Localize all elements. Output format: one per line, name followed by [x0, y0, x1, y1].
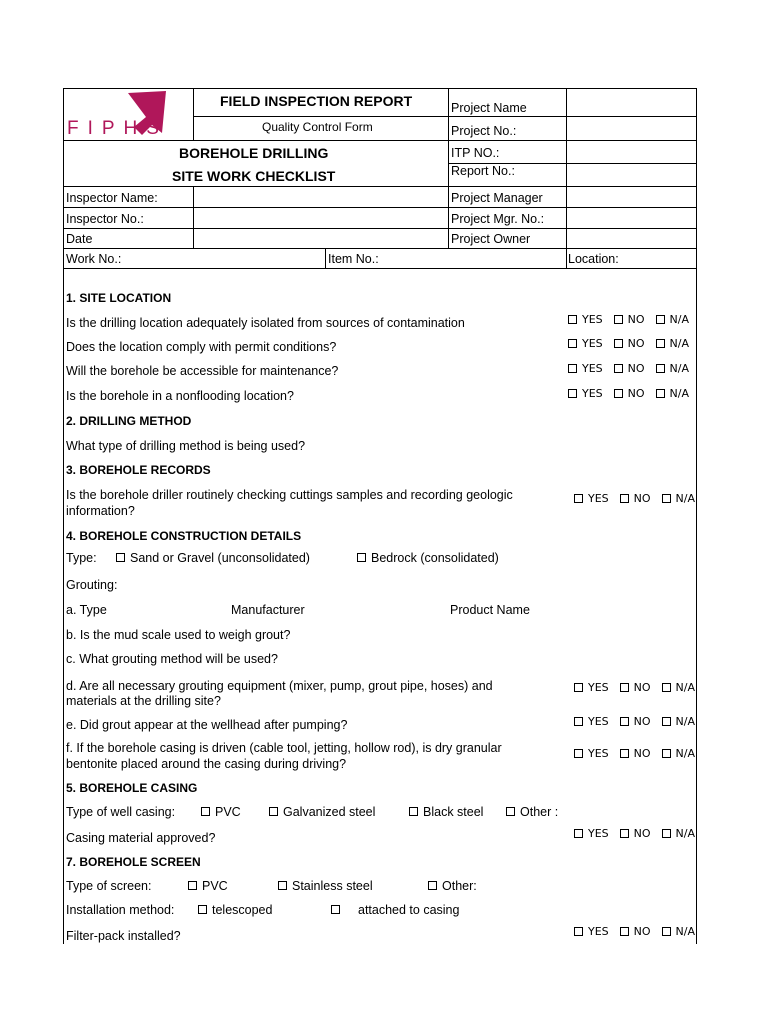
- table-line: [193, 88, 194, 140]
- section-title: 4. BOREHOLE CONSTRUCTION DETAILS: [66, 529, 302, 543]
- table-line: [63, 140, 696, 141]
- section-title: 3. BOREHOLE RECORDS: [66, 463, 211, 477]
- checkbox-icon[interactable]: [620, 683, 629, 692]
- screen-type-label: Type of screen:: [66, 879, 152, 893]
- checkbox-icon[interactable]: [198, 905, 207, 914]
- checkbox-icon[interactable]: [662, 717, 671, 726]
- checkbox-icon[interactable]: [620, 829, 629, 838]
- option-pvc[interactable]: PVC: [201, 805, 241, 819]
- checkbox-icon[interactable]: [116, 553, 125, 562]
- table-line: [566, 88, 567, 268]
- checkbox-icon[interactable]: [574, 749, 583, 758]
- option-pvc[interactable]: PVC: [188, 879, 228, 893]
- checkbox-icon[interactable]: [656, 364, 665, 373]
- option-telescoped[interactable]: telescoped: [198, 903, 272, 917]
- option-black-steel[interactable]: Black steel: [409, 805, 483, 819]
- option-galvanized-steel[interactable]: Galvanized steel: [269, 805, 375, 819]
- report-no-label: Report No.:: [451, 164, 515, 178]
- checkbox-icon[interactable]: [620, 927, 629, 936]
- table-line: [193, 186, 194, 248]
- project-manager-label: Project Manager: [451, 191, 543, 205]
- manufacturer-label: Manufacturer: [231, 603, 305, 617]
- question-text: What type of drilling method is being used?: [66, 439, 306, 453]
- question-text: Casing material approved?: [66, 831, 216, 845]
- yes-no-na-options[interactable]: YES NO N/A: [574, 492, 695, 505]
- question-text: b. Is the mud scale used to weigh grout?: [66, 628, 291, 642]
- question-text: information?: [66, 504, 135, 518]
- question-text: Does the location comply with permit conditions?: [66, 340, 337, 354]
- checkbox-icon[interactable]: [662, 749, 671, 758]
- item-no-label: Item No.:: [328, 252, 379, 266]
- grouting-label: Grouting:: [66, 578, 118, 592]
- table-line: [63, 228, 696, 229]
- checkbox-icon[interactable]: [574, 683, 583, 692]
- checkbox-icon[interactable]: [574, 829, 583, 838]
- checklist-title: BOREHOLE DRILLING: [179, 145, 329, 161]
- type-label: Type:: [66, 551, 97, 565]
- question-text: e. Did grout appear at the wellhead after pumping?: [66, 718, 348, 732]
- yes-no-na-options[interactable]: YES NO N/A: [574, 715, 695, 728]
- checkbox-icon[interactable]: [188, 881, 197, 890]
- option-sand-gravel[interactable]: Sand or Gravel (unconsolidated): [116, 551, 310, 565]
- table-line: [63, 186, 696, 187]
- checkbox-icon[interactable]: [574, 494, 583, 503]
- question-text: c. What grouting method will be used?: [66, 652, 278, 666]
- table-line: [325, 248, 326, 268]
- yes-no-na-options[interactable]: YES NO N/A: [568, 313, 689, 326]
- question-text: Filter-pack installed?: [66, 929, 181, 943]
- option-stainless-steel[interactable]: Stainless steel: [278, 879, 373, 893]
- question-text: Is the borehole in a nonflooding location?: [66, 389, 294, 403]
- question-text: Is the drilling location adequately isolated from sources of contamination: [66, 316, 465, 330]
- checkbox-icon[interactable]: [614, 315, 623, 324]
- checkbox-icon[interactable]: [662, 927, 671, 936]
- option-other[interactable]: Other :: [506, 805, 558, 819]
- checkbox-icon[interactable]: [620, 749, 629, 758]
- option-attached-to-casing[interactable]: attached to casing: [331, 903, 459, 917]
- section-title: 5. BOREHOLE CASING: [66, 781, 198, 795]
- checkbox-icon[interactable]: [201, 807, 210, 816]
- yes-no-na-options[interactable]: YES NO N/A: [568, 387, 689, 400]
- checkbox-icon[interactable]: [620, 717, 629, 726]
- checkbox-icon[interactable]: [656, 389, 665, 398]
- checkbox-icon[interactable]: [574, 927, 583, 936]
- section-title: 2. DRILLING METHOD: [66, 414, 192, 428]
- checkbox-icon[interactable]: [614, 364, 623, 373]
- checkbox-icon[interactable]: [662, 829, 671, 838]
- project-name-label: Project Name: [451, 101, 527, 115]
- option-bedrock[interactable]: Bedrock (consolidated): [357, 551, 499, 565]
- checkbox-icon[interactable]: [409, 807, 418, 816]
- checkbox-icon[interactable]: [568, 389, 577, 398]
- option-other[interactable]: Other:: [428, 879, 477, 893]
- work-no-label: Work No.:: [66, 252, 122, 266]
- checkbox-icon[interactable]: [662, 494, 671, 503]
- form-subtitle: Quality Control Form: [262, 120, 373, 134]
- table-line: [193, 116, 696, 117]
- project-mgr-no-label: Project Mgr. No.:: [451, 212, 545, 226]
- question-text: d. Are all necessary grouting equipment (mixer, pump, grout pipe, hoses) and: [66, 679, 493, 693]
- date-label: Date: [66, 232, 93, 246]
- inspector-no-label: Inspector No.:: [66, 212, 144, 226]
- product-name-label: Product Name: [450, 603, 530, 617]
- installation-method-label: Installation method:: [66, 903, 175, 917]
- yes-no-na-options[interactable]: YES NO N/A: [568, 337, 689, 350]
- yes-no-na-options[interactable]: YES NO N/A: [574, 747, 695, 760]
- question-text: Is the borehole driller routinely checking cuttings samples and recording geologic: [66, 488, 513, 502]
- checkbox-icon[interactable]: [568, 315, 577, 324]
- section-title: 7. BOREHOLE SCREEN: [66, 855, 201, 869]
- table-border-right: [696, 88, 697, 944]
- checkbox-icon[interactable]: [568, 339, 577, 348]
- checkbox-icon[interactable]: [331, 905, 340, 914]
- yes-no-na-options[interactable]: YES NO N/A: [574, 827, 695, 840]
- table-line: [448, 88, 449, 248]
- question-text: materials at the drilling site?: [66, 694, 221, 708]
- table-line: [63, 268, 696, 269]
- yes-no-na-options[interactable]: YES NO N/A: [568, 362, 689, 375]
- checkbox-icon[interactable]: [574, 717, 583, 726]
- itp-no-label: ITP NO.:: [451, 146, 500, 160]
- checkbox-icon[interactable]: [656, 315, 665, 324]
- checklist-title: SITE WORK CHECKLIST: [172, 168, 336, 184]
- checkbox-icon[interactable]: [656, 339, 665, 348]
- table-line: [63, 248, 696, 249]
- question-text: bentonite placed around the casing during driving?: [66, 757, 347, 771]
- checkbox-icon[interactable]: [614, 339, 623, 348]
- yes-no-na-options[interactable]: YES NO N/A: [574, 925, 695, 938]
- checkbox-icon[interactable]: [428, 881, 437, 890]
- inspector-name-label: Inspector Name:: [66, 191, 158, 205]
- checkbox-icon[interactable]: [269, 807, 278, 816]
- table-line: [63, 207, 696, 208]
- checkbox-icon[interactable]: [357, 553, 366, 562]
- checkbox-icon[interactable]: [278, 881, 287, 890]
- checkbox-icon[interactable]: [614, 389, 623, 398]
- report-title: FIELD INSPECTION REPORT: [220, 93, 413, 109]
- checkbox-icon[interactable]: [620, 494, 629, 503]
- grout-type-label: a. Type: [66, 603, 107, 617]
- location-label: Location:: [568, 252, 619, 266]
- section-title: 1. SITE LOCATION: [66, 291, 172, 305]
- checkbox-icon[interactable]: [568, 364, 577, 373]
- question-text: f. If the borehole casing is driven (cable tool, jetting, hollow rod), is dry granular: [66, 741, 502, 755]
- checkbox-icon[interactable]: [506, 807, 515, 816]
- yes-no-na-options[interactable]: YES NO N/A: [574, 681, 695, 694]
- project-owner-label: Project Owner: [451, 232, 531, 246]
- question-text: Will the borehole be accessible for maintenance?: [66, 364, 339, 378]
- casing-type-label: Type of well casing:: [66, 805, 176, 819]
- checkbox-icon[interactable]: [662, 683, 671, 692]
- table-border-left: [63, 88, 64, 944]
- project-no-label: Project No.:: [451, 124, 517, 138]
- logo: FIPHS: [67, 118, 168, 139]
